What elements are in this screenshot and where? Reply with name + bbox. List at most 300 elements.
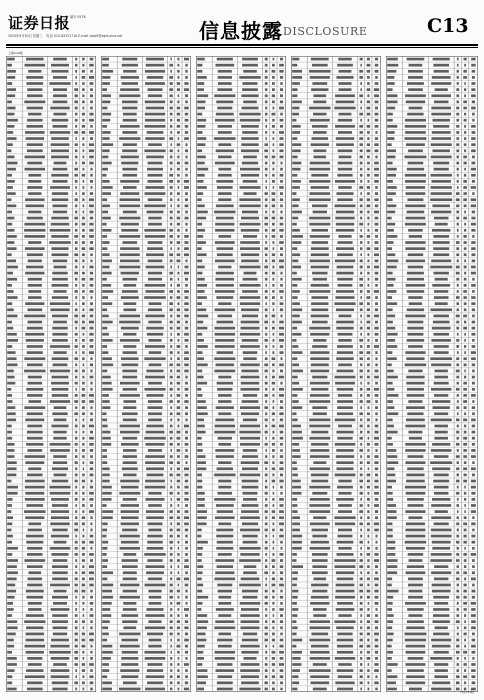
table-cell-text [102, 58, 109, 61]
table-cell-text [432, 400, 450, 403]
table-cell-text [197, 584, 203, 587]
table-cell-text [375, 547, 377, 550]
table-cell-text [26, 535, 44, 538]
table-cell-text [337, 241, 352, 244]
table-cell-text [433, 58, 450, 61]
table-cell-text [197, 669, 207, 672]
table-cell-text [27, 688, 43, 691]
table-cell-text [464, 204, 467, 207]
table-cell-text [170, 168, 172, 171]
table-cell-text [360, 620, 362, 623]
table-cell-text [292, 443, 299, 446]
table-grid [196, 56, 286, 692]
table-cell-text [471, 186, 476, 189]
table-cell-text [120, 198, 141, 201]
table-cell-text [185, 633, 188, 636]
table-cell-text [292, 88, 297, 91]
table-cell-text [435, 626, 448, 629]
date-line [8, 33, 122, 38]
table-cell-text [215, 425, 235, 428]
table-cell-text [360, 101, 362, 104]
table-cell-text [75, 143, 78, 146]
table-cell-text [53, 76, 67, 79]
table-cell-text [82, 571, 85, 574]
table-cell-text [464, 125, 466, 128]
table-cell-text [457, 70, 459, 73]
table-cell-text [273, 614, 274, 617]
table-cell-text [272, 626, 274, 629]
table-cell-text [367, 296, 371, 299]
table-cell-text [432, 681, 450, 684]
table-cell-text [471, 455, 476, 458]
table-cell-text [243, 394, 257, 397]
table-cell-text [337, 486, 353, 489]
table-cell-text [471, 492, 475, 495]
table-cell-text [471, 296, 475, 299]
table-cell-text [123, 461, 137, 464]
table-cell-text [457, 180, 459, 183]
table-cell-text [292, 186, 300, 189]
table-cell-text [170, 657, 172, 660]
table-cell-text [83, 107, 85, 110]
table-cell-text [197, 351, 202, 354]
table-cell-text [292, 58, 299, 61]
table-cell-text [74, 663, 77, 666]
table-cell-text [214, 94, 235, 97]
table-cell-text [312, 559, 328, 562]
table-cell-text [184, 578, 189, 581]
table-cell-text [26, 626, 43, 629]
table-cell-text [170, 498, 171, 501]
table-cell-text [197, 480, 202, 483]
table-cell-text [387, 547, 395, 550]
table-cell-text [178, 547, 179, 550]
table-cell-text [90, 88, 93, 91]
table-cell-text [149, 639, 162, 642]
table-cell-text [464, 412, 466, 415]
table-cell-text [121, 486, 139, 489]
table-cell-text [75, 70, 77, 73]
table-cell-text [90, 449, 93, 452]
table-cell-text [265, 620, 267, 623]
table-cell-text [197, 327, 207, 330]
table-cell-text [464, 614, 466, 617]
table-cell-text [89, 131, 94, 134]
table-cell-text [313, 663, 327, 666]
table-cell-text [170, 419, 172, 422]
table-cell-text [265, 370, 268, 373]
table-cell-text [102, 345, 107, 348]
table-cell-text [432, 180, 451, 183]
table-cell-text [28, 663, 42, 666]
table-cell-text [241, 651, 258, 654]
table-cell-text [121, 522, 139, 525]
table-cell-text [335, 419, 356, 422]
table-cell-text [75, 645, 78, 648]
table-cell-text [367, 94, 369, 97]
table-cell-text [360, 559, 363, 562]
table-cell-text [280, 455, 283, 458]
table-cell-text [25, 272, 44, 275]
table-cell-text [367, 504, 369, 507]
table-cell-text [243, 596, 258, 599]
table-cell-text [7, 180, 15, 183]
table-cell-text [338, 284, 353, 287]
table-cell-text [7, 241, 14, 244]
table-cell-text [74, 529, 78, 532]
table-cell-text [243, 357, 256, 360]
table-cell-text [169, 431, 172, 434]
table-cell-text [7, 345, 12, 348]
table-cell-text [177, 449, 181, 452]
table-cell-text [265, 412, 267, 415]
table-cell-text [176, 260, 180, 263]
section-subtitle: DISCLOSURE [283, 25, 368, 38]
table-cell-text [336, 449, 353, 452]
table-cell-text [375, 333, 379, 336]
table-cell-text [123, 590, 137, 593]
table-cell-text [82, 547, 85, 550]
table-cell-text [360, 64, 361, 67]
table-cell-text [338, 339, 351, 342]
table-cell-text [464, 278, 467, 281]
table-cell-text [264, 571, 268, 574]
table-cell-text [387, 315, 395, 318]
table-cell-text [387, 486, 392, 489]
table-cell-text [184, 626, 188, 629]
table-cell-text [335, 180, 355, 183]
table-cell-text [7, 247, 16, 250]
table-cell-text [359, 645, 363, 648]
table-cell-text [457, 504, 459, 507]
table-cell-text [215, 651, 235, 654]
table-cell-text [387, 565, 397, 568]
table-cell-text [292, 180, 301, 183]
table-cell-text [265, 400, 267, 403]
table-cell-text [177, 58, 179, 61]
table-cell-text [374, 94, 379, 97]
table-cell-text [26, 633, 45, 636]
table-cell-text [456, 571, 459, 574]
table-cell-text [169, 272, 173, 275]
table-cell-text [338, 535, 353, 538]
table-cell-text [292, 657, 300, 660]
table-cell-text [241, 412, 259, 415]
table-cell-text [408, 614, 422, 617]
table-cell-text [272, 211, 274, 214]
table-cell-text [472, 541, 476, 544]
table-cell-text [272, 363, 275, 366]
table-cell-text [216, 180, 233, 183]
table-cell-text [74, 101, 78, 104]
table-cell-text [375, 192, 378, 195]
table-cell-text [214, 137, 236, 140]
table-cell-text [177, 339, 179, 342]
table-cell-text [240, 168, 260, 171]
table-cell-text [375, 596, 379, 599]
table-cell-text [273, 522, 275, 525]
table-cell-text [243, 192, 256, 195]
table-cell-text [185, 443, 189, 446]
table-cell-text [184, 486, 188, 489]
table-cell-text [148, 321, 161, 324]
table-cell-text [375, 321, 378, 324]
table-cell-text [432, 541, 451, 544]
table-cell-text [471, 614, 476, 617]
table-cell-text [311, 88, 328, 91]
table-cell-text [387, 504, 396, 507]
table-cell-text [265, 253, 267, 256]
table-cell-text [90, 382, 92, 385]
table-cell-text [170, 626, 173, 629]
table-cell-text [177, 590, 180, 593]
table-cell-text [337, 370, 354, 373]
table-cell-text [120, 382, 140, 385]
table-cell-text [272, 620, 275, 623]
table-cell-text [102, 223, 106, 226]
table-cell-text [146, 266, 165, 269]
table-cell-text [374, 633, 379, 636]
table-cell-text [170, 198, 172, 201]
table-cell-text [170, 327, 173, 330]
table-cell-text [146, 608, 163, 611]
table-cell-text [121, 229, 138, 232]
table-cell-text [311, 584, 328, 587]
table-cell-text [272, 584, 276, 587]
table-cell-text [408, 578, 423, 581]
table-cell-text [337, 345, 353, 348]
table-cell-text [123, 308, 136, 311]
table-cell-text [185, 119, 189, 122]
table-cell-text [53, 168, 68, 171]
header-rule [6, 44, 478, 46]
table-cell-text [74, 253, 78, 256]
table-cell-text [148, 504, 162, 507]
table-cell-text [360, 168, 362, 171]
table-cell-text [471, 266, 476, 269]
table-cell-text [408, 431, 422, 434]
table-cell-text [82, 370, 85, 373]
table-cell-text [279, 64, 284, 67]
table-cell-text [279, 363, 284, 366]
table-cell-text [177, 681, 180, 684]
table-cell-text [265, 547, 268, 550]
table-cell-text [310, 235, 330, 238]
table-cell-text [272, 596, 274, 599]
table-cell-text [82, 223, 86, 226]
table-cell-text [177, 247, 179, 250]
table-cell-text [90, 626, 92, 629]
table-cell-text [82, 474, 85, 477]
table-cell-text [7, 590, 16, 593]
table-cell-text [123, 578, 137, 581]
table-cell-text [464, 547, 466, 550]
table-cell-text [311, 363, 329, 366]
table-cell-text [387, 394, 398, 397]
table-cell-text [387, 107, 395, 110]
table-cell-text [367, 186, 370, 189]
table-cell-text [360, 174, 363, 177]
table-cell-text [145, 657, 166, 660]
table-cell-text [26, 266, 43, 269]
table-cell-text [337, 602, 353, 605]
table-cell-text [335, 217, 354, 220]
table-cell-text [27, 553, 43, 556]
table-cell-text [360, 107, 362, 110]
table-cell-text [472, 192, 474, 195]
table-cell-text [280, 113, 282, 116]
table-cell-text [312, 565, 327, 568]
table-cell-text [240, 186, 261, 189]
table-cell-text [367, 400, 371, 403]
table-cell-text [264, 223, 268, 226]
table-cell-text [472, 443, 475, 446]
table-cell-text [387, 266, 396, 269]
continued-to-label: 下转C14版 [459, 690, 474, 694]
table-cell-text [387, 657, 392, 660]
table-cell-text [360, 657, 362, 660]
table-cell-text [177, 192, 180, 195]
table-cell-text [177, 461, 180, 464]
table-cell-text [89, 553, 94, 556]
table-cell-text [367, 480, 370, 483]
table-cell-text [51, 143, 70, 146]
table-cell-text [434, 351, 449, 354]
table-cell-text [464, 333, 466, 336]
table-cell-text [374, 681, 378, 684]
table-cell-text [170, 406, 172, 409]
table-cell-text [7, 620, 17, 623]
table-cell-text [406, 480, 425, 483]
table-cell-text [149, 363, 162, 366]
table-cell-text [75, 339, 77, 342]
table-cell-text [218, 394, 231, 397]
table-cell-text [218, 76, 232, 79]
table-cell-text [272, 327, 275, 330]
table-cell-text [265, 437, 267, 440]
table-cell-text [471, 168, 476, 171]
table-cell-text [177, 388, 179, 391]
table-cell-text [51, 608, 70, 611]
table-cell-text [82, 382, 85, 385]
table-cell-text [53, 559, 68, 562]
table-cell-text [82, 400, 85, 403]
table-cell-text [75, 633, 78, 636]
table-cell-text [472, 412, 475, 415]
table-cell-text [456, 645, 459, 648]
table-cell-text [472, 76, 475, 79]
table-cell-text [292, 620, 296, 623]
table-cell-text [184, 88, 189, 91]
table-cell-text [90, 260, 92, 263]
table-cell-text [272, 431, 274, 434]
table-cell-text [240, 119, 260, 122]
table-cell-text [431, 529, 452, 532]
table-cell-text [367, 669, 369, 672]
table-cell-text [360, 529, 362, 532]
table-cell-text [311, 186, 329, 189]
table-cell-text [292, 669, 300, 672]
table-cell-text [215, 260, 235, 263]
table-cell-text [75, 590, 78, 593]
table-cell-text [214, 327, 235, 330]
table-cell-text [90, 412, 92, 415]
table-cell-text [431, 82, 451, 85]
table-cell-text [311, 474, 329, 477]
table-cell-text [312, 125, 328, 128]
table-cell-text [387, 376, 398, 379]
table-cell-text [374, 492, 379, 495]
table-cell-text [242, 535, 257, 538]
table-cell-text [102, 400, 109, 403]
table-cell-text [457, 351, 459, 354]
table-cell-text [336, 247, 354, 250]
table-cell-text [185, 620, 188, 623]
table-cell-text [123, 302, 136, 305]
table-cell-text [360, 266, 363, 269]
table-cell-text [367, 645, 371, 648]
table-cell-text [471, 486, 476, 489]
table-cell-text [75, 229, 77, 232]
table-cell-text [53, 58, 67, 61]
table-cell-text [120, 431, 140, 434]
table-cell-text [122, 370, 137, 373]
table-cell-text [217, 351, 233, 354]
table-cell-text [311, 58, 329, 61]
table-cell-text [387, 278, 395, 281]
table-cell-text [280, 443, 283, 446]
table-cell-text [309, 639, 330, 642]
table-cell-text [406, 571, 426, 574]
table-cell-text [313, 278, 327, 281]
table-cell-text [145, 315, 164, 318]
table-cell-text [407, 455, 423, 458]
table-cell-text [272, 669, 274, 672]
table-cell-text [82, 486, 84, 489]
table-cell-text [170, 217, 173, 220]
table-cell-text [464, 486, 466, 489]
table-cell-text [292, 101, 302, 104]
table-cell-text [335, 204, 356, 207]
table-cell-text [102, 663, 109, 666]
table-cell-text [375, 223, 379, 226]
table-cell-text [102, 584, 113, 587]
table-cell-text [119, 321, 140, 324]
table-cell-text [52, 394, 68, 397]
table-cell-text [7, 284, 12, 287]
table-cell-text [50, 229, 71, 232]
table-cell-text [185, 376, 187, 379]
table-cell-text [463, 590, 466, 593]
table-cell-text [432, 590, 451, 593]
table-cell-text [433, 608, 449, 611]
table-cell-text [7, 614, 12, 617]
table-cell-text [50, 522, 69, 525]
table-cell-text [292, 449, 300, 452]
table-cell-text [265, 492, 268, 495]
table-cell-text [75, 296, 77, 299]
table-cell-text [360, 180, 362, 183]
table-cell-text [375, 296, 378, 299]
table-cell-text [359, 76, 363, 79]
table-cell-text [292, 76, 302, 79]
table-cell-text [375, 339, 378, 342]
table-cell-text [123, 278, 138, 281]
table-cell-text [463, 70, 466, 73]
table-cell-text [102, 76, 110, 79]
table-cell-text [102, 449, 107, 452]
table-cell-text [464, 529, 467, 532]
